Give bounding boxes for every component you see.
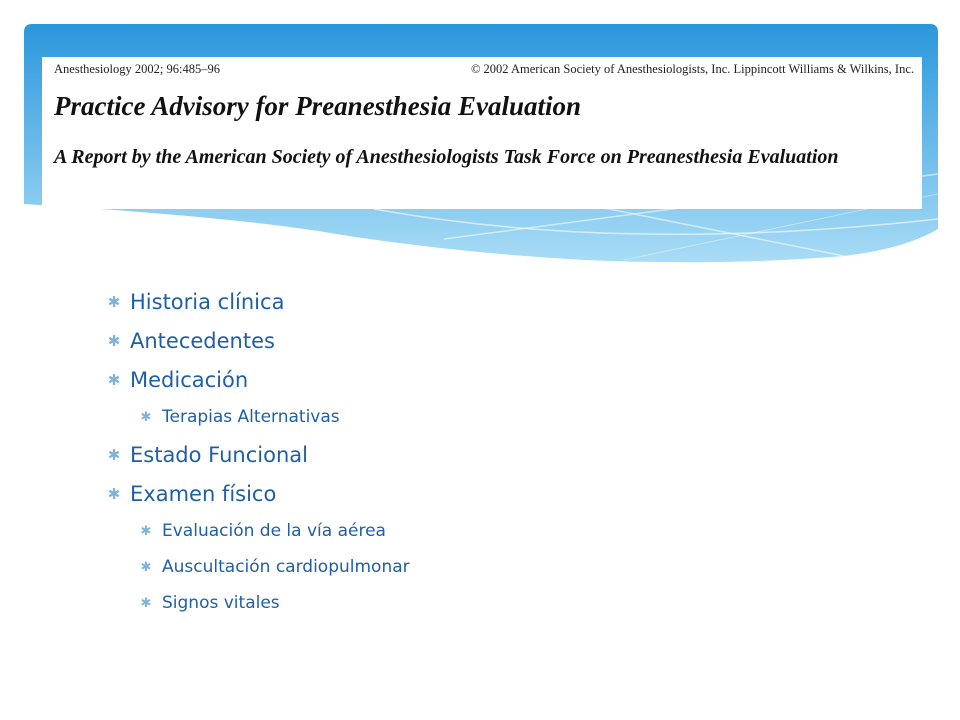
list-subitem bbox=[98, 585, 410, 621]
article-header bbox=[42, 57, 922, 209]
asterisk-bullet-icon: ✱ bbox=[107, 370, 121, 389]
list-item bbox=[98, 435, 410, 474]
list-item bbox=[98, 321, 410, 360]
article-subtitle: A Report by the American Society of Anesthesiologists Task Force on Preanesthesia Evaluation bbox=[54, 146, 839, 168]
list-item-text: Antecedentes bbox=[130, 328, 275, 353]
asterisk-bullet-icon: ✱ bbox=[140, 409, 152, 425]
list-item-text: Signos vitales bbox=[162, 593, 280, 613]
asterisk-bullet-icon: ✱ bbox=[107, 445, 121, 464]
list-item bbox=[98, 474, 410, 513]
list-item bbox=[98, 360, 410, 399]
list-subitem bbox=[98, 549, 410, 585]
list-item-text: Examen físico bbox=[130, 481, 277, 506]
journal-citation: Anesthesiology 2002; 96:485–96 bbox=[54, 62, 220, 76]
copyright-notice: © 2002 American Society of Anesthesiologists, Inc. Lippincott Williams & Wilkins, Inc. bbox=[470, 62, 914, 76]
list-item-text: Estado Funcional bbox=[130, 442, 308, 467]
asterisk-bullet-icon: ✱ bbox=[107, 292, 121, 311]
article-title: Practice Advisory for Preanesthesia Evaluation bbox=[54, 91, 581, 121]
asterisk-bullet-icon: ✱ bbox=[140, 559, 152, 575]
list-item-text: Medicación bbox=[130, 367, 249, 392]
asterisk-bullet-icon: ✱ bbox=[140, 523, 152, 539]
list-subitem bbox=[98, 513, 410, 549]
asterisk-bullet-icon: ✱ bbox=[107, 484, 121, 503]
list-item-text: Terapias Alternativas bbox=[162, 407, 340, 427]
asterisk-bullet-icon: ✱ bbox=[107, 331, 121, 350]
list-item-text: Historia clínica bbox=[130, 289, 285, 314]
asterisk-bullet-icon: ✱ bbox=[140, 595, 152, 611]
evaluation-bullet-list bbox=[98, 282, 410, 621]
list-item bbox=[98, 282, 410, 321]
list-item-text: Auscultación cardiopulmonar bbox=[162, 557, 410, 577]
list-subitem bbox=[98, 399, 410, 435]
list-item-text: Evaluación de la vía aérea bbox=[162, 521, 386, 541]
